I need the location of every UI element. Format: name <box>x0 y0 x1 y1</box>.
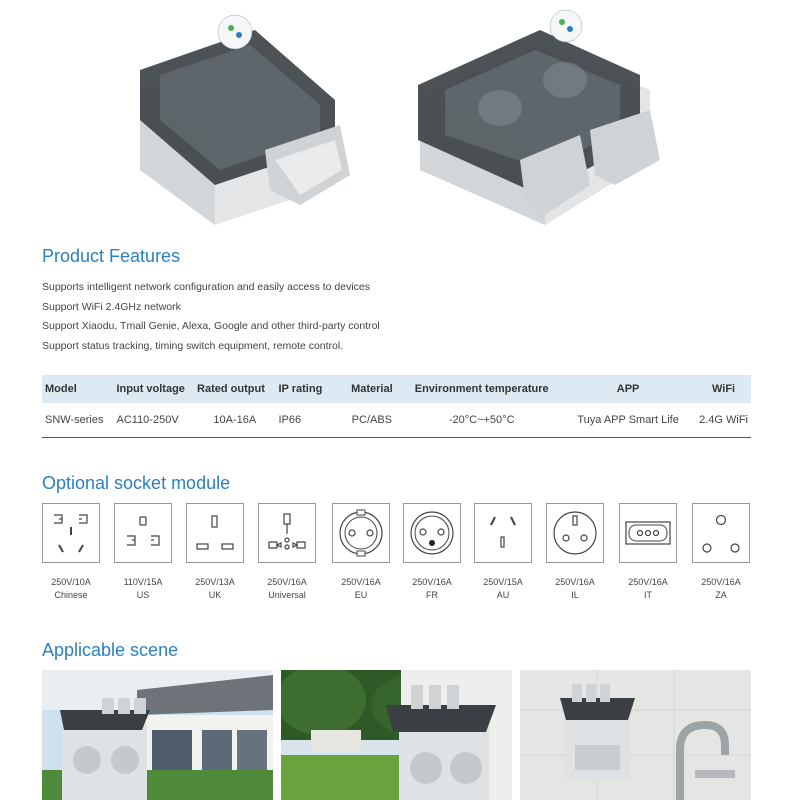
socket-box-in-scene <box>560 684 635 780</box>
us-socket-icon <box>114 503 172 563</box>
features-list <box>42 278 380 356</box>
spec-table <box>42 375 751 438</box>
cell-ip-rating: IP66 <box>276 403 341 438</box>
socket-rating: 110V/15A <box>123 577 163 587</box>
socket-label <box>399 576 465 602</box>
header-input-voltage: Input voltage <box>113 375 194 403</box>
socket-item-eu <box>332 503 390 602</box>
socket-label <box>110 576 176 602</box>
socket-label <box>254 576 320 602</box>
universal-socket-icon <box>258 503 316 563</box>
product-images <box>0 0 800 235</box>
cell-environment-temperature: -20°C~+50°C <box>403 403 560 438</box>
feature-item: Support WiFi 2.4GHz network <box>42 300 181 313</box>
feature-item: Support Xiaodu, Tmall Genie, Alexa, Google and other third-party control <box>42 320 380 332</box>
socket-rating: 250V/16A <box>628 577 668 587</box>
sockets-title: Optional socket module <box>42 473 231 493</box>
double-socket-product <box>418 10 660 225</box>
socket-rating: 250V/16A <box>341 577 381 587</box>
socket-region: AU <box>496 590 510 600</box>
it-socket-icon <box>619 503 677 563</box>
feature-item: Supports intelligent network configuration and easily access to devices <box>42 281 371 293</box>
socket-rating: 250V/10A <box>51 577 91 587</box>
socket-rating: 250V/16A <box>555 577 595 587</box>
socket-module-list <box>42 503 752 603</box>
au-socket-icon <box>474 503 532 563</box>
header-rated-output: Rated output <box>194 375 275 403</box>
cell-wifi: 2.4G WiFi <box>696 403 751 438</box>
socket-rating: 250V/13A <box>195 577 235 587</box>
fr-socket-icon <box>403 503 461 563</box>
cell-model: SNW-series <box>42 403 113 438</box>
socket-item-uk <box>186 503 244 602</box>
il-socket-icon <box>546 503 604 563</box>
socket-item-chinese <box>42 503 100 602</box>
socket-label <box>542 576 608 602</box>
socket-region: Universal <box>268 590 306 600</box>
scene-title: Applicable scene <box>42 640 179 660</box>
socket-label <box>470 576 536 602</box>
socket-rating: 250V/16A <box>412 577 452 587</box>
socket-item-au <box>474 503 532 602</box>
socket-region: ZA <box>715 590 727 600</box>
socket-region: EU <box>354 590 368 600</box>
socket-item-it <box>619 503 677 602</box>
eu-socket-icon <box>332 503 390 563</box>
socket-rating: 250V/16A <box>701 577 741 587</box>
cell-material: PC/ABS <box>340 403 403 438</box>
socket-item-fr <box>403 503 461 602</box>
socket-rating: 250V/15A <box>483 577 523 587</box>
features-title: Product Features <box>42 246 181 266</box>
header-ip-rating: IP rating <box>276 375 341 403</box>
socket-label <box>328 576 394 602</box>
socket-rating: 250V/16A <box>267 577 307 587</box>
socket-label <box>38 576 104 602</box>
feature-item: Support status tracking, timing switch equipment, remote control. <box>42 339 344 352</box>
header-app: APP <box>560 375 696 403</box>
cell-app: Tuya APP Smart Life <box>560 403 696 438</box>
scene-photo-house <box>42 670 273 800</box>
socket-region: IT <box>644 590 652 600</box>
cell-rated-output: 10A-16A <box>194 403 275 438</box>
socket-region: UK <box>208 590 222 600</box>
single-socket-product <box>140 15 350 225</box>
socket-label <box>615 576 681 602</box>
header-model: Model <box>42 375 113 403</box>
header-wifi: WiFi <box>696 375 751 403</box>
socket-region: IL <box>571 590 579 600</box>
socket-box-in-scene <box>60 698 150 800</box>
socket-region: Chinese <box>54 590 88 600</box>
header-environment-temperature: Environment temperature <box>403 375 560 403</box>
socket-item-universal <box>258 503 316 602</box>
socket-label <box>182 576 248 602</box>
spec-header-row <box>42 375 751 403</box>
socket-item-il <box>546 503 604 602</box>
table-row <box>42 403 751 438</box>
socket-label <box>688 576 754 602</box>
chinese-socket-icon <box>42 503 100 563</box>
socket-region: US <box>136 590 150 600</box>
uk-socket-icon <box>186 503 244 563</box>
header-material: Material <box>340 375 403 403</box>
socket-region: FR <box>426 590 438 600</box>
scene-photo-garden <box>281 670 512 800</box>
cell-input-voltage: AC110-250V <box>113 403 194 438</box>
scene-photo-kitchen <box>520 670 751 800</box>
socket-item-us <box>114 503 172 602</box>
za-socket-icon <box>692 503 750 563</box>
socket-item-za <box>692 503 750 602</box>
